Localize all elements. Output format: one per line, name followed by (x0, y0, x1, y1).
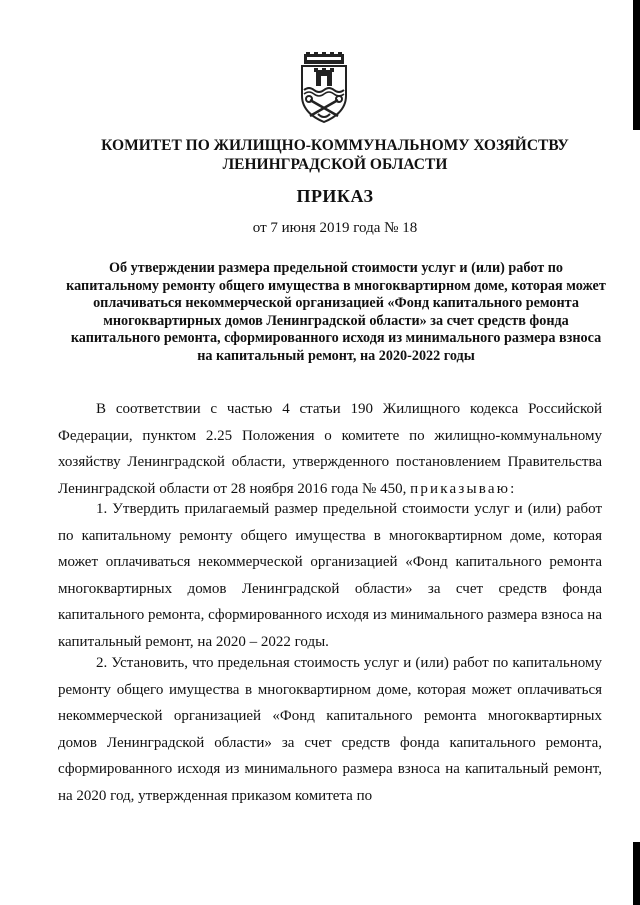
preamble-text: В соответствии с частью 4 статьи 190 Жилищного кодекса Российской Федерации, пунктом 2.25 Положения о комитете по жилищно-коммунальному хозяйству Ленинградской области, утвержденного постановлением Правительства Ленинградской области от 28 ноября 2016 года № 450, (58, 401, 602, 497)
document-date-number: от 7 июня 2019 года № 18 (252, 220, 418, 236)
order-word: приказываю: (410, 480, 517, 497)
item-1-paragraph (58, 496, 602, 656)
coat-of-arms-icon (294, 52, 354, 124)
organization-line-2: ЛЕНИНГРАДСКОЙ ОБЛАСТИ (222, 156, 448, 173)
document-type: ПРИКАЗ (296, 186, 374, 206)
preamble-paragraph (58, 396, 602, 502)
document-subject: Об утверждении размера предельной стоимости услуг и (или) работ по капитальному ремонту общего имущества в многоквартирном доме, которая может оплачиваться некоммерческой организацией «Фонд капитального ремонта многоквартирных домов Ленинградской области» за счет средств фонда капитального ремонта, сформированного исходя из минимального размера взноса на капитальный ремонт, на 2020-2022 годы (66, 260, 606, 364)
scan-edge-top (633, 0, 640, 130)
item-2-paragraph (58, 650, 602, 810)
item-1-text: 1. Утвердить прилагаемый размер предельной стоимости услуг и (или) работ по капитальному ремонту общего имущества в многоквартирном доме, которая может оплачиваться некоммерческой организацией «Фонд капитального ремонта многоквартирных домов Ленинградской области» за счет средств фонда капитального ремонта, сформированного исходя из минимального размера взноса на капитальный ремонт, на 2020 – 2022 годы. (58, 501, 602, 650)
organization-name (60, 136, 610, 174)
scan-edge-bottom (633, 842, 640, 905)
organization-line-1: КОМИТЕТ ПО ЖИЛИЩНО-КОММУНАЛЬНОМУ ХОЗЯЙСТВУ (101, 137, 569, 154)
item-2-text: 2. Установить, что предельная стоимость услуг и (или) работ по капитальному ремонту общего имущества в многоквартирном доме, которая может оплачиваться некоммерческой организацией «Фонд капитального ремонта многоквартирных домов Ленинградской области» за счет средств фонда капитального ремонта, сформированного исходя из минимального размера взноса на капитальный ремонт, на 2020 год, утвержденная приказом комитета по (58, 655, 602, 804)
